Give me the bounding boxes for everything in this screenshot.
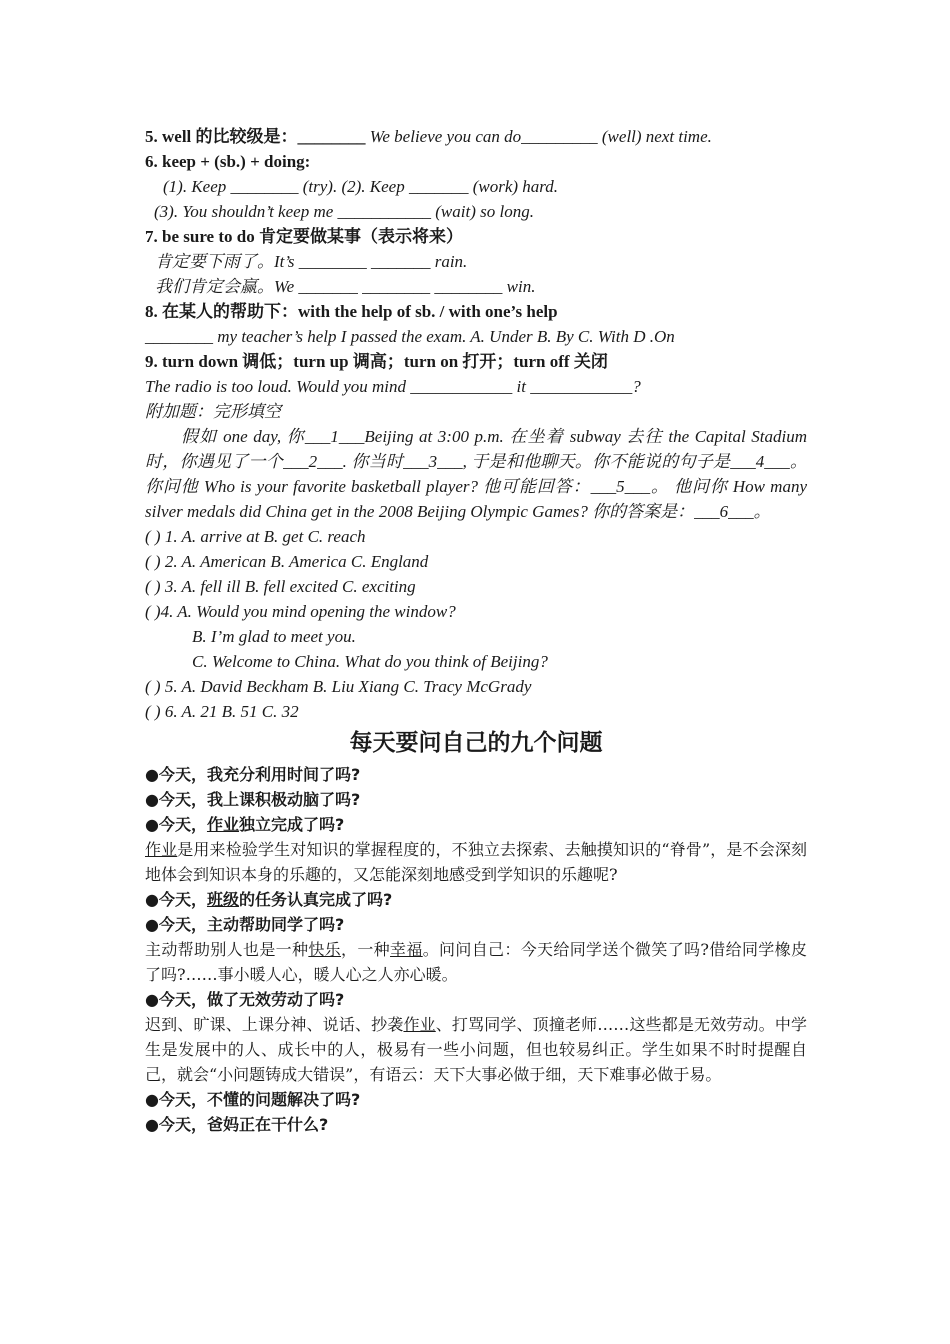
- question-1: ●今天，我充分利用时间了吗?: [145, 765, 361, 784]
- paragraph-3-text: 是用来检验学生对知识的掌握程度的，不独立去探索、去触摸知识的“脊骨”，是不会深刻地体会到知识本身的乐趣的，又怎能深刻地感受到学知识的乐趣呢?: [145, 840, 807, 884]
- paragraph-3: [145, 837, 807, 887]
- bonus-option-6: ( ) 6. A. 21 B. 51 C. 32: [145, 702, 299, 721]
- exercise-6-label: 6. keep + (sb.) + doing:: [145, 152, 311, 171]
- question-2: ●今天，我上课积极动脑了吗?: [145, 790, 361, 809]
- paragraph-5: [145, 937, 807, 987]
- question-4-suffix: 的任务认真完成了吗?: [238, 890, 393, 909]
- question-3-underlined: 作业: [206, 815, 239, 834]
- question-3-prefix: ●今天，: [145, 815, 207, 834]
- paragraph-6: [145, 1012, 807, 1087]
- exercise-5: [145, 124, 807, 149]
- bonus-option-4b: B. I’m glad to meet you.: [192, 627, 356, 646]
- paragraph-3-underlined: 作业: [145, 840, 178, 859]
- document-page: [145, 124, 807, 1137]
- bonus-option-1: ( ) 1. A. arrive at B. get C. reach: [145, 527, 366, 546]
- paragraph-5-part-a: 主动帮助别人也是一种: [145, 940, 309, 959]
- exercise-8-label: 8. 在某人的帮助下：with the help of sb. / with one’s help: [145, 302, 558, 321]
- exercise-7-line-1: 肯定要下雨了。It’s ________ _______ rain.: [155, 252, 468, 271]
- exercise-9-line-1: The radio is too loud. Would you mind ____________ it ____________?: [145, 377, 641, 396]
- question-5: ●今天，主动帮助同学了吗?: [145, 915, 345, 934]
- question-7: ●今天，不懂的问题解决了吗?: [145, 1090, 361, 1109]
- exercise-5-sentence: We believe you can do_________ (well) next time.: [365, 127, 712, 146]
- paragraph-5-part-b: ，一种: [341, 940, 391, 959]
- question-3-suffix: 独立完成了吗?: [238, 815, 345, 834]
- exercise-6-line-1: (1). Keep ________ (try). (2). Keep _______ (work) hard.: [163, 177, 559, 196]
- exercise-8-line-1: ________ my teacher’s help I passed the exam. A. Under B. By C. With D .On: [145, 327, 675, 346]
- bonus-option-4c: C. Welcome to China. What do you think of Beijing?: [192, 652, 548, 671]
- paragraph-6-part-b: 、打骂同学、顶撞老师……这些都是无效劳动。中学生是发展中的人、成长中的人，极易有一些小问题，但也较易纠正。学生如果不时时提醒自己，就会“小问题铸成大错误”，有语云：天下大事必做于细，天下难事必做于易。: [145, 1015, 807, 1084]
- paragraph-5-underlined-1: 快乐: [308, 940, 342, 959]
- question-4-underlined: 班级: [206, 890, 239, 909]
- bonus-option-2: ( ) 2. A. American B. America C. England: [145, 552, 429, 571]
- paragraph-6-underlined: 作业: [403, 1015, 436, 1034]
- exercise-7-label: 7. be sure to do 肯定要做某事（表示将来）: [145, 227, 463, 246]
- bonus-option-3: ( ) 3. A. fell ill B. fell excited C. exciting: [145, 577, 416, 596]
- paragraph-5-part-c: 。问问自己：今天给同学送个微笑了吗?借给同学橡皮了吗?……事小暖人心，暖人心之人亦心暖。: [145, 940, 807, 984]
- exercise-6-line-2: (3). You shouldn’t keep me ___________ (wait) so long.: [154, 202, 534, 221]
- exercise-5-label: 5. well 的比较级是：________: [145, 127, 366, 146]
- section-heading: 每天要问自己的九个问题: [349, 730, 603, 756]
- exercise-9-label: 9. turn down 调低；turn up 调高；turn on 打开；turn off 关闭: [145, 352, 608, 371]
- question-8: ●今天，爸妈正在干什么?: [145, 1115, 329, 1134]
- question-6: ●今天，做了无效劳动了吗?: [145, 990, 345, 1009]
- question-3: [145, 812, 807, 837]
- bonus-option-5: ( ) 5. A. David Beckham B. Liu Xiang C. Tracy McGrady: [145, 677, 532, 696]
- paragraph-5-underlined-2: 幸福: [390, 940, 423, 959]
- question-4-prefix: ●今天，: [145, 890, 207, 909]
- bonus-title: 附加题：完形填空: [145, 402, 281, 421]
- exercise-7-line-2: 我们肯定会赢。We _______ ________ ________ win.: [155, 277, 536, 296]
- question-4: [145, 887, 807, 912]
- paragraph-6-part-a: 迟到、旷课、上课分神、说话、抄袭: [145, 1015, 404, 1034]
- bonus-passage: 假如 one day, 你___1___Beijing at 3:00 p.m. 在坐着 subway 去往 the Capital Stadium 时，你遇见了一个___2___. 你当时___3___, 于是和他聊天。你不能说的句子是___4___。你问他 Who is your favorite basketball player? 他可能回答：___5___。 他问你 How many silver medals did China get in the 2008 Beijing Olympic Games? 你的答案是：___6___。: [145, 427, 807, 521]
- bonus-option-4a: ( )4. A. Would you mind opening the window?: [145, 602, 456, 621]
